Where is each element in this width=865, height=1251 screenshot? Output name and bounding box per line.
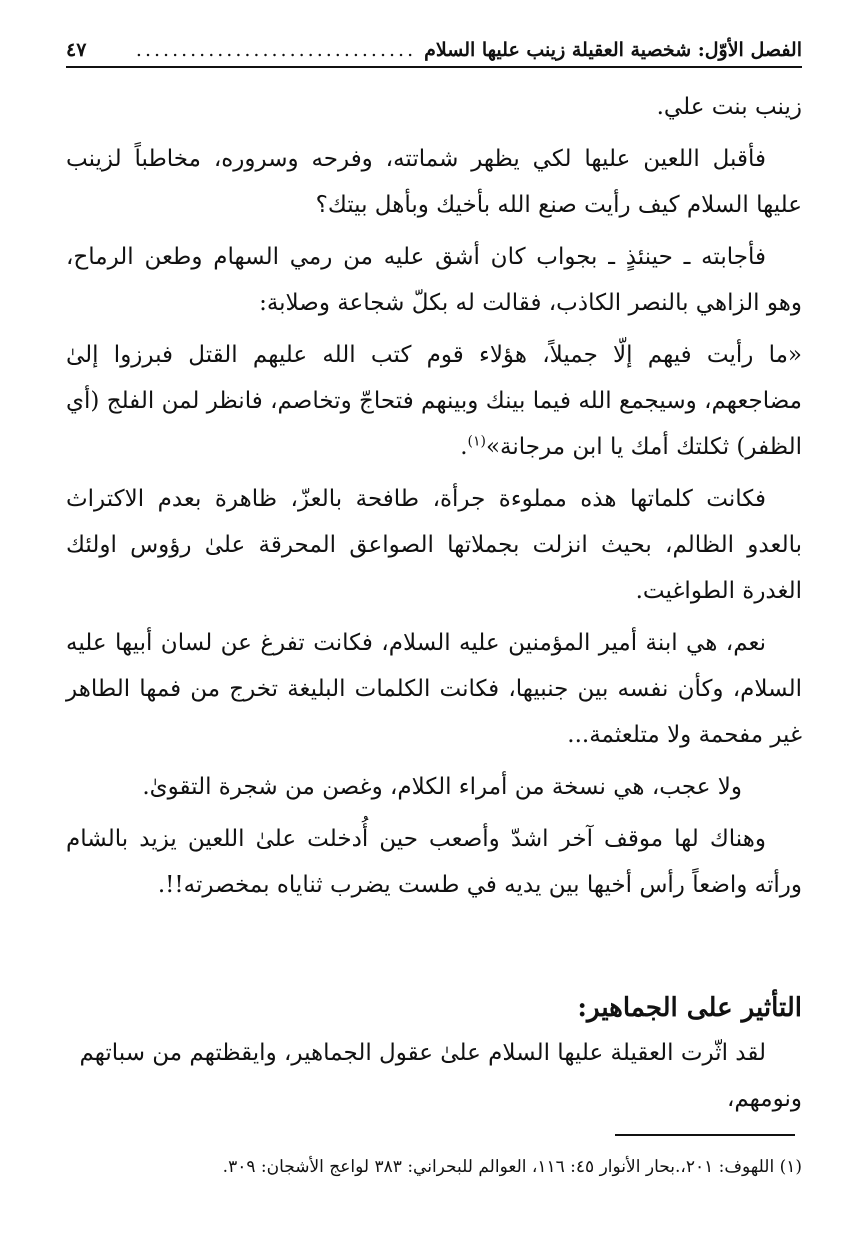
paragraph-8: وهناك لها موقف آخر اشدّ وأصعب حين أُدخلت علىٰ اللعين يزيد بالشام ورأته واضعاً رأس أخيها بين يديه في طست يضرب ثناياه بمخصرته!!. — [66, 826, 802, 898]
running-header — [66, 34, 802, 68]
footnote: (١) اللهوف: ٢٠١،.بحار الأنوار ٤٥: ١١٦، العوالم للبحراني: ٣٨٣ لواعج الأشجان: ٣٠٩. — [222, 1157, 802, 1177]
header-title: الفصل الأوّل: شخصية العقيلة زينب عليها السلام — [424, 39, 802, 61]
section-heading: التأثير على الجماهير: — [577, 993, 802, 1023]
main-text — [66, 84, 802, 914]
paragraph-1: زينب بنت علي. — [656, 94, 802, 120]
paragraph-3: فأجابته ـ حينئذٍ ـ بجواب كان أشق عليه من رمي السهام وطعن الرماح، وهو الزاهي بالنصر الكاذب، فقالت له بكلّ شجاعة وصلابة: — [66, 244, 802, 316]
paragraph-6: نعم، هي ابنة أمير المؤمنين عليه السلام، فكانت تفرغ عن لسان أبيها عليه السلام، وكأن نفسه بين جنبيها، فكانت الكلمات البليغة تخرج من فمها الطاهر غير مفحمة ولا متلعثمة... — [66, 630, 802, 748]
paragraph-7: ولا عجب، هي نسخة من أمراء الكلام، وغصن من شجرة التقوىٰ. — [142, 774, 742, 800]
footnote-divider — [615, 1134, 795, 1136]
paragraph-2: فأقبل اللعين عليها لكي يظهر شماتته، وفرحه وسروره، مخاطباً لزينب عليها السلام كيف رأيت صنع الله بأخيك وبأهل بيتك؟ — [66, 146, 802, 218]
paragraph-quote: «ما رأيت فيهم إلّا جميلاً، هؤلاء قوم كتب الله عليهم القتل فبرزوا إلىٰ مضاجعهم، وسيجمع الله فيما بينك وبينهم فتحاجّ وتخاصم، فانظر لمن الفلج (أي الظفر) ثكلتك أمك يا ابن مرجانة»$^{(١)}$. — [66, 342, 802, 460]
header-dot-leader: ............................... — [135, 39, 417, 61]
footnote-reference: (١) — [467, 433, 486, 450]
quote-text: «ما رأيت فيهم إلّا جميلاً، هؤلاء قوم كتب الله عليهم القتل فبرزوا إلىٰ مضاجعهم، وسيجمع الله فيما بينك وبينهم فتحاجّ وتخاصم، فانظر لمن الفلج (أي الظفر) ثكلتك أمك يا ابن مرجانة» — [66, 342, 802, 460]
paragraph-5: فكانت كلماتها هذه مملوءة جرأة، طافحة بالعزّ، ظاهرة بعدم الاكتراث بالعدو الظالم، بحيث انزلت بجملاتها الصواعق المحرقة علىٰ رؤوس اولئك الغدرة الطواغيت. — [66, 486, 802, 604]
section-paragraph: لقد اثّرت العقيلة عليها السلام علىٰ عقول الجماهير، وايقظتهم من سباتهم ونومهم، — [79, 1040, 802, 1112]
page-number: ٤٧ — [66, 39, 87, 61]
